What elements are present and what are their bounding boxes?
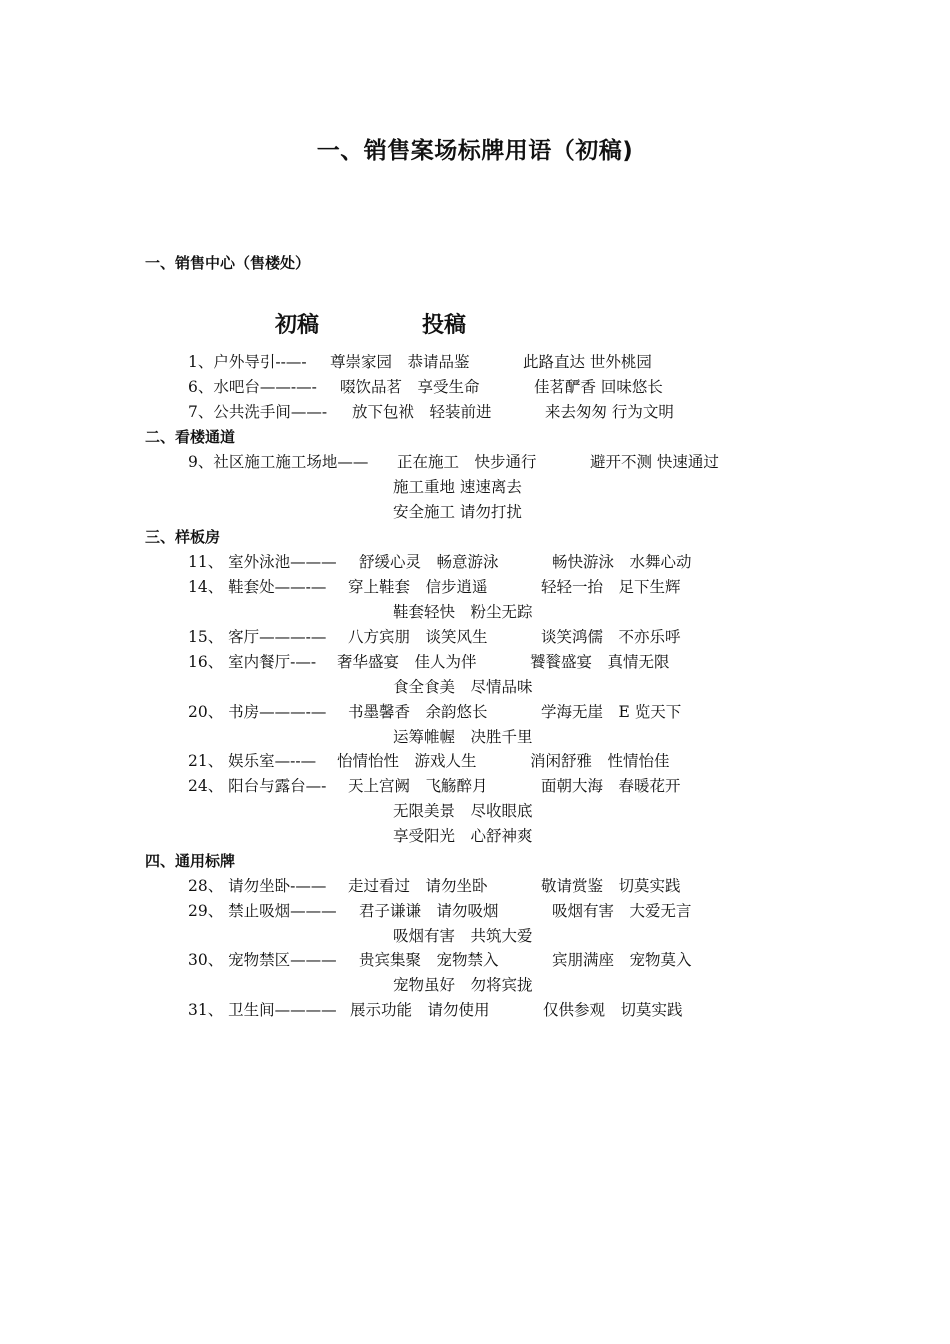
list-item [188,899,692,921]
item-label: 14、 鞋套处——-— [188,578,327,596]
continuation-phrase: 宠物虽好 勿将宾拢 [393,976,533,994]
item-label: 24、 阳台与露台—- [188,777,327,795]
final-phrase: 佳茗酽香 回味悠长 [534,378,663,396]
item-label: 6、水吧台——-—- [188,378,317,396]
final-phrase: 轻轻一抬 足下生辉 [541,578,681,596]
section-heading-showroom: 三、样板房 [145,528,221,546]
item-label: 16、 室内餐厅-—- [188,653,317,671]
continuation-phrase: 享受阳光 心舒神爽 [393,827,533,845]
draft-phrase: 穿上鞋套 信步逍遥 [348,578,488,596]
item-label: 30、 宠物禁区——— [188,951,337,969]
item-label: 7、公共洗手间——- [188,403,328,421]
item-label: 31、 卫生间———— [188,1001,337,1019]
draft-phrase: 走过看过 请勿坐卧 [348,877,488,895]
final-phrase: 学海无崖 E 览天下 [541,703,682,721]
draft-phrase: 天上宫阙 飞觞醉月 [348,777,488,795]
final-phrase: 仅供参观 切莫实践 [543,1001,683,1019]
item-label: 21、 娱乐室—--— [188,752,317,770]
item-label: 28、 请勿坐卧-—— [188,877,327,895]
draft-phrase: 贵宾集聚 宠物禁入 [359,951,499,969]
draft-phrase: 尊崇家园 恭请品鉴 [330,353,470,371]
continuation-phrase: 吸烟有害 共筑大爱 [393,927,533,945]
draft-phrase: 奢华盛宴 佳人为伴 [337,653,477,671]
draft-phrase: 正在施工 快步通行 [397,453,537,471]
draft-phrase: 八方宾朋 谈笑风生 [348,628,488,646]
list-item [188,550,692,572]
continuation-phrase: 食全食美 尽情品味 [393,678,533,696]
item-label: 9、社区施工施工场地—— [188,453,369,471]
item-label: 15、 客厅———-— [188,628,327,646]
draft-phrase: 啜饮品茗 享受生命 [340,378,480,396]
final-phrase: 畅快游泳 水舞心动 [552,553,692,571]
list-item [188,948,692,970]
continuation-phrase: 鞋套轻快 粉尘无踪 [393,603,533,621]
continuation-phrase: 运筹帷幄 决胜千里 [393,728,533,746]
list-item [188,375,663,397]
section-heading-sales-center: 一、销售中心（售楼处） [145,254,311,272]
list-item [188,650,670,672]
final-phrase: 饕餮盛宴 真情无限 [530,653,670,671]
list-item [188,450,719,472]
draft-phrase: 放下包袱 轻装前进 [352,403,492,421]
final-phrase: 消闲舒雅 性情怡佳 [530,752,670,770]
list-item [188,700,682,722]
list-item [188,998,683,1020]
final-phrase: 面朝大海 春暖花开 [541,777,681,795]
final-phrase: 吸烟有害 大爱无言 [552,902,692,920]
section-heading-viewing-path: 二、看楼通道 [145,428,236,446]
list-item [188,625,681,647]
column-heading-draft: 初稿 [275,313,320,338]
final-phrase: 敬请赏鉴 切莫实践 [541,877,681,895]
draft-phrase: 书墨馨香 余韵悠长 [348,703,488,721]
continuation-phrase: 无限美景 尽收眼底 [393,802,533,820]
item-label: 29、 禁止吸烟——— [188,902,337,920]
continuation-phrase: 安全施工 请勿打扰 [393,503,522,521]
draft-phrase: 舒缓心灵 畅意游泳 [359,553,499,571]
list-item [188,350,652,372]
list-item [188,400,674,422]
page-title: 一、销售案场标牌用语（初稿) [316,138,634,164]
final-phrase: 宾朋满座 宠物莫入 [552,951,692,969]
section-heading-general-signs: 四、通用标牌 [145,852,236,870]
item-label: 20、 书房———-— [188,703,327,721]
column-heading-submit: 投稿 [422,313,467,338]
final-phrase: 此路直达 世外桃园 [523,353,652,371]
item-label: 1、户外导引--—- [188,353,307,371]
continuation-phrase: 施工重地 速速离去 [393,478,522,496]
final-phrase: 来去匆匆 行为文明 [545,403,674,421]
item-label: 11、 室外泳池——— [188,553,337,571]
final-phrase: 谈笑鸿儒 不亦乐呼 [541,628,681,646]
draft-phrase: 展示功能 请勿使用 [350,1001,490,1019]
draft-phrase: 君子谦谦 请勿吸烟 [359,902,499,920]
final-phrase: 避开不测 快速通过 [590,453,719,471]
list-item [188,749,670,771]
list-item [188,575,681,597]
list-item [188,774,681,796]
draft-phrase: 怡情怡性 游戏人生 [337,752,477,770]
list-item [188,874,681,896]
